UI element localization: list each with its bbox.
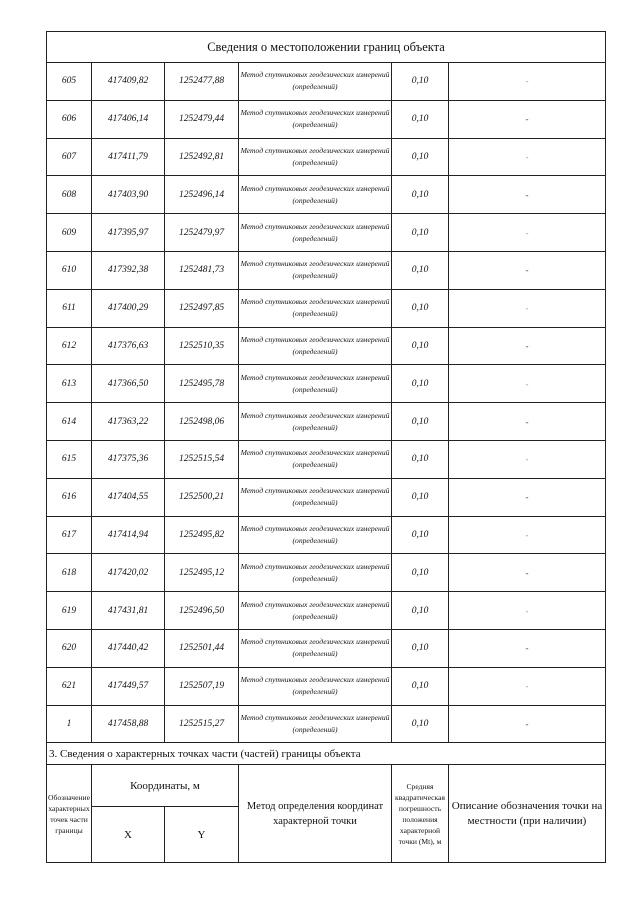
method-cell: Метод спутниковых геодезических измерений (определений) <box>239 667 392 705</box>
col-method-header: Метод определения координат характерной точки <box>239 765 392 863</box>
accuracy-cell: 0,10 <box>392 667 449 705</box>
table-row <box>47 667 606 705</box>
coord-x: 417458,88 <box>92 705 165 743</box>
coord-x: 417363,22 <box>92 403 165 441</box>
point-number: 605 <box>47 63 92 101</box>
method-cell: Метод спутниковых геодезических измерений (определений) <box>239 100 392 138</box>
method-cell: Метод спутниковых геодезических измерений (определений) <box>239 365 392 403</box>
coord-y: 1252479,97 <box>165 214 239 252</box>
accuracy-cell: 0,10 <box>392 592 449 630</box>
description-cell: - <box>449 365 606 403</box>
accuracy-cell: 0,10 <box>392 176 449 214</box>
method-cell: Метод спутниковых геодезических измерений (определений) <box>239 440 392 478</box>
point-number: 613 <box>47 365 92 403</box>
method-cell: Метод спутниковых геодезических измерений (определений) <box>239 138 392 176</box>
method-cell: Метод спутниковых геодезических измерений (определений) <box>239 403 392 441</box>
method-cell: Метод спутниковых геодезических измерений (определений) <box>239 251 392 289</box>
accuracy-cell: 0,10 <box>392 403 449 441</box>
method-cell: Метод спутниковых геодезических измерений (определений) <box>239 176 392 214</box>
method-cell: Метод спутниковых геодезических измерений (определений) <box>239 327 392 365</box>
description-cell: - <box>449 629 606 667</box>
table-row <box>47 554 606 592</box>
coord-x: 417375,36 <box>92 440 165 478</box>
accuracy-cell: 0,10 <box>392 138 449 176</box>
coord-y: 1252515,54 <box>165 440 239 478</box>
coord-y: 1252498,06 <box>165 403 239 441</box>
point-number: 611 <box>47 289 92 327</box>
coord-y: 1252501,44 <box>165 629 239 667</box>
description-cell: - <box>449 403 606 441</box>
point-number: 616 <box>47 478 92 516</box>
table-row <box>47 516 606 554</box>
boundary-points-table <box>46 31 606 863</box>
coord-y: 1252495,12 <box>165 554 239 592</box>
coord-x: 417392,38 <box>92 251 165 289</box>
point-number: 621 <box>47 667 92 705</box>
method-cell: Метод спутниковых геодезических измерений (определений) <box>239 705 392 743</box>
accuracy-cell: 0,10 <box>392 100 449 138</box>
description-cell: - <box>449 63 606 101</box>
method-cell: Метод спутниковых геодезических измерений (определений) <box>239 63 392 101</box>
point-number: 609 <box>47 214 92 252</box>
accuracy-cell: 0,10 <box>392 214 449 252</box>
point-number: 620 <box>47 629 92 667</box>
col-x-header: X <box>92 807 165 863</box>
table-row <box>47 251 606 289</box>
point-number: 606 <box>47 100 92 138</box>
table-row <box>47 592 606 630</box>
method-cell: Метод спутниковых геодезических измерений (определений) <box>239 554 392 592</box>
coord-y: 1252500,21 <box>165 478 239 516</box>
coord-x: 417376,63 <box>92 327 165 365</box>
accuracy-cell: 0,10 <box>392 365 449 403</box>
method-cell: Метод спутниковых геодезических измерений (определений) <box>239 629 392 667</box>
accuracy-cell: 0,10 <box>392 554 449 592</box>
accuracy-cell: 0,10 <box>392 440 449 478</box>
coord-x: 417404,55 <box>92 478 165 516</box>
point-number: 1 <box>47 705 92 743</box>
point-number: 617 <box>47 516 92 554</box>
method-cell: Метод спутниковых геодезических измерений (определений) <box>239 592 392 630</box>
table-row <box>47 440 606 478</box>
coord-y: 1252496,14 <box>165 176 239 214</box>
coord-y: 1252492,81 <box>165 138 239 176</box>
description-cell: - <box>449 214 606 252</box>
description-cell: - <box>449 176 606 214</box>
table-row <box>47 327 606 365</box>
description-cell: - <box>449 440 606 478</box>
method-cell: Метод спутниковых геодезических измерений (определений) <box>239 516 392 554</box>
coord-x: 417411,79 <box>92 138 165 176</box>
coord-x: 417414,94 <box>92 516 165 554</box>
coord-y: 1252507,19 <box>165 667 239 705</box>
coord-x: 417440,42 <box>92 629 165 667</box>
table-row <box>47 478 606 516</box>
accuracy-cell: 0,10 <box>392 251 449 289</box>
coord-x: 417366,50 <box>92 365 165 403</box>
accuracy-cell: 0,10 <box>392 63 449 101</box>
table-row <box>47 138 606 176</box>
coord-y: 1252477,88 <box>165 63 239 101</box>
description-cell: - <box>449 478 606 516</box>
point-number: 614 <box>47 403 92 441</box>
coord-x: 417395,97 <box>92 214 165 252</box>
coord-y: 1252481,73 <box>165 251 239 289</box>
coord-x: 417431,81 <box>92 592 165 630</box>
col-accuracy-header: Средняя квадратическая погрешность положения характерной точки (Mt), м <box>392 765 449 863</box>
coord-y: 1252495,82 <box>165 516 239 554</box>
description-cell: - <box>449 138 606 176</box>
accuracy-cell: 0,10 <box>392 705 449 743</box>
description-cell: - <box>449 289 606 327</box>
coord-y: 1252479,44 <box>165 100 239 138</box>
point-number: 610 <box>47 251 92 289</box>
accuracy-cell: 0,10 <box>392 289 449 327</box>
point-number: 619 <box>47 592 92 630</box>
coord-x: 417400,29 <box>92 289 165 327</box>
accuracy-cell: 0,10 <box>392 478 449 516</box>
coord-y: 1252515,27 <box>165 705 239 743</box>
point-number: 612 <box>47 327 92 365</box>
table-title: Сведения о местоположении границ объекта <box>47 32 606 63</box>
table-row <box>47 629 606 667</box>
table-row <box>47 403 606 441</box>
accuracy-cell: 0,10 <box>392 629 449 667</box>
col-coords-header: Координаты, м <box>92 765 239 807</box>
point-number: 618 <box>47 554 92 592</box>
coord-y: 1252497,85 <box>165 289 239 327</box>
coord-y: 1252495,78 <box>165 365 239 403</box>
table-row <box>47 63 606 101</box>
table-row <box>47 176 606 214</box>
description-cell: - <box>449 667 606 705</box>
table-row <box>47 214 606 252</box>
table-row <box>47 365 606 403</box>
table-row <box>47 705 606 743</box>
coord-x: 417420,02 <box>92 554 165 592</box>
section-3-title: 3. Сведения о характерных точках части (частей) границы объекта <box>47 743 606 765</box>
accuracy-cell: 0,10 <box>392 516 449 554</box>
description-cell: - <box>449 327 606 365</box>
coord-y: 1252510,35 <box>165 327 239 365</box>
method-cell: Метод спутниковых геодезических измерений (определений) <box>239 289 392 327</box>
col-designation-header: Обозначение характерных точек части границы <box>47 765 92 863</box>
coord-y: 1252496,50 <box>165 592 239 630</box>
description-cell: - <box>449 554 606 592</box>
description-cell: - <box>449 100 606 138</box>
point-number: 608 <box>47 176 92 214</box>
point-number: 607 <box>47 138 92 176</box>
col-y-header: Y <box>165 807 239 863</box>
table-row <box>47 289 606 327</box>
description-cell: - <box>449 592 606 630</box>
description-cell: - <box>449 516 606 554</box>
coord-x: 417406,14 <box>92 100 165 138</box>
point-number: 615 <box>47 440 92 478</box>
document-sheet <box>46 31 605 863</box>
coord-x: 417449,57 <box>92 667 165 705</box>
col-description-header: Описание обозначения точки на местности (при наличии) <box>449 765 606 863</box>
description-cell: - <box>449 251 606 289</box>
method-cell: Метод спутниковых геодезических измерений (определений) <box>239 478 392 516</box>
coord-x: 417409,82 <box>92 63 165 101</box>
coord-x: 417403,90 <box>92 176 165 214</box>
description-cell: - <box>449 705 606 743</box>
table-row <box>47 100 606 138</box>
accuracy-cell: 0,10 <box>392 327 449 365</box>
method-cell: Метод спутниковых геодезических измерений (определений) <box>239 214 392 252</box>
